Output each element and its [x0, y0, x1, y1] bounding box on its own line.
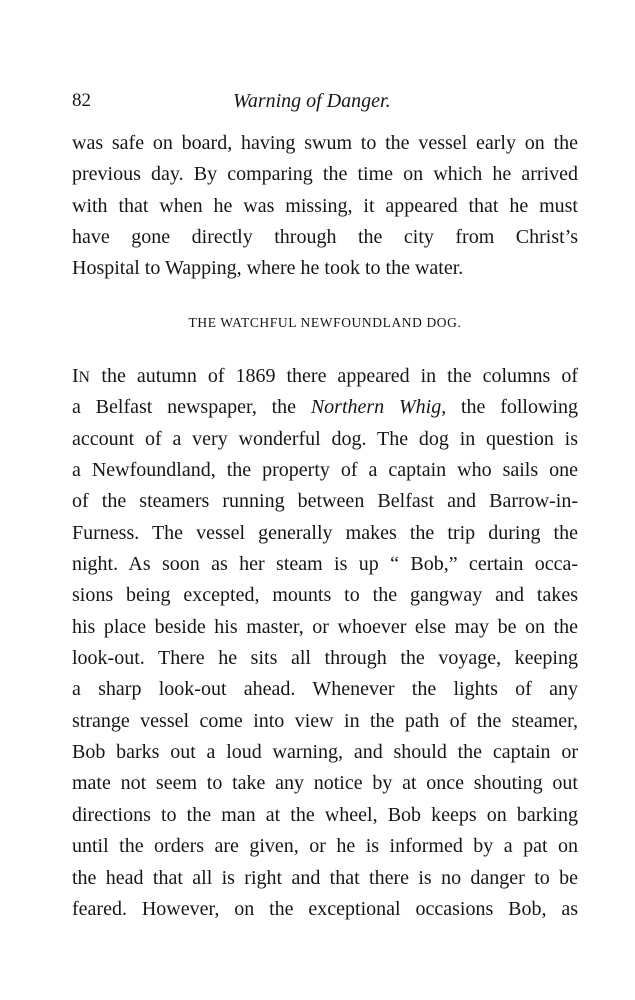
running-header — [72, 86, 578, 116]
section-heading: THE WATCHFUL NEWFOUNDLAND DOG. — [188, 315, 462, 330]
dropcap-rest: N — [78, 369, 91, 386]
text-line: night. As soon as her steam is up “ Bob,” certain occa- — [72, 553, 578, 576]
text-line: Furness. The vessel generally makes the trip during the — [72, 521, 578, 544]
dropcap-start: I — [72, 365, 79, 387]
text-line: previous day. By comparing the time on which he arrived — [72, 163, 578, 186]
text-line: strange vessel come into view in the path of the steamer, — [72, 709, 578, 732]
text-line: account of a very wonderful dog. The dog in question is — [72, 427, 578, 450]
text-line-first — [72, 361, 578, 392]
text-line: a Newfoundland, the property of a captain who sails one — [72, 459, 578, 482]
text-line: mate not seem to take any notice by at once shouting out — [72, 772, 578, 795]
text-line: the head that all is right and that there is no danger to be — [72, 866, 578, 889]
text-line: of the steamers running between Belfast and Barrow-in- — [72, 490, 578, 513]
newspaper-name: Northern Whig, — [310, 396, 447, 419]
continuation-paragraph — [72, 128, 578, 285]
text-line: Hospital to Wapping, where he took to the water. — [72, 257, 464, 280]
text-line: until the orders are given, or he is informed by a pat on — [72, 835, 578, 858]
text-line: with that when he was missing, it appeared that he must — [72, 194, 578, 217]
running-title: Warning of Danger. — [233, 90, 391, 112]
text-line — [72, 392, 578, 423]
text-line: was safe on board, having swum to the vessel early on the — [72, 132, 578, 154]
text-line: Bob barks out a loud warning, and should the captain or — [72, 741, 578, 764]
text-line: directions to the man at the wheel, Bob keeps on barking — [72, 803, 578, 826]
text-line: a sharp look-out ahead. Whenever the lights of any — [72, 678, 578, 701]
line-two-before: a Belfast newspaper, the — [72, 396, 311, 419]
section-paragraph — [72, 361, 578, 925]
page-number: 82 — [72, 90, 91, 111]
first-line-text: the autumn of 1869 there appeared in the columns of — [90, 365, 578, 387]
text-line: sions being excepted, mounts to the gangway and takes — [72, 584, 578, 607]
line-two-after: the following — [446, 396, 578, 419]
text-line: have gone directly through the city from Christ’s — [72, 226, 578, 249]
text-line: his place beside his master, or whoever else may be on the — [72, 615, 578, 638]
text-line: look-out. There he sits all through the voyage, keeping — [72, 647, 578, 670]
text-line-last: feared. However, on the exceptional occasions Bob, as — [72, 897, 578, 920]
